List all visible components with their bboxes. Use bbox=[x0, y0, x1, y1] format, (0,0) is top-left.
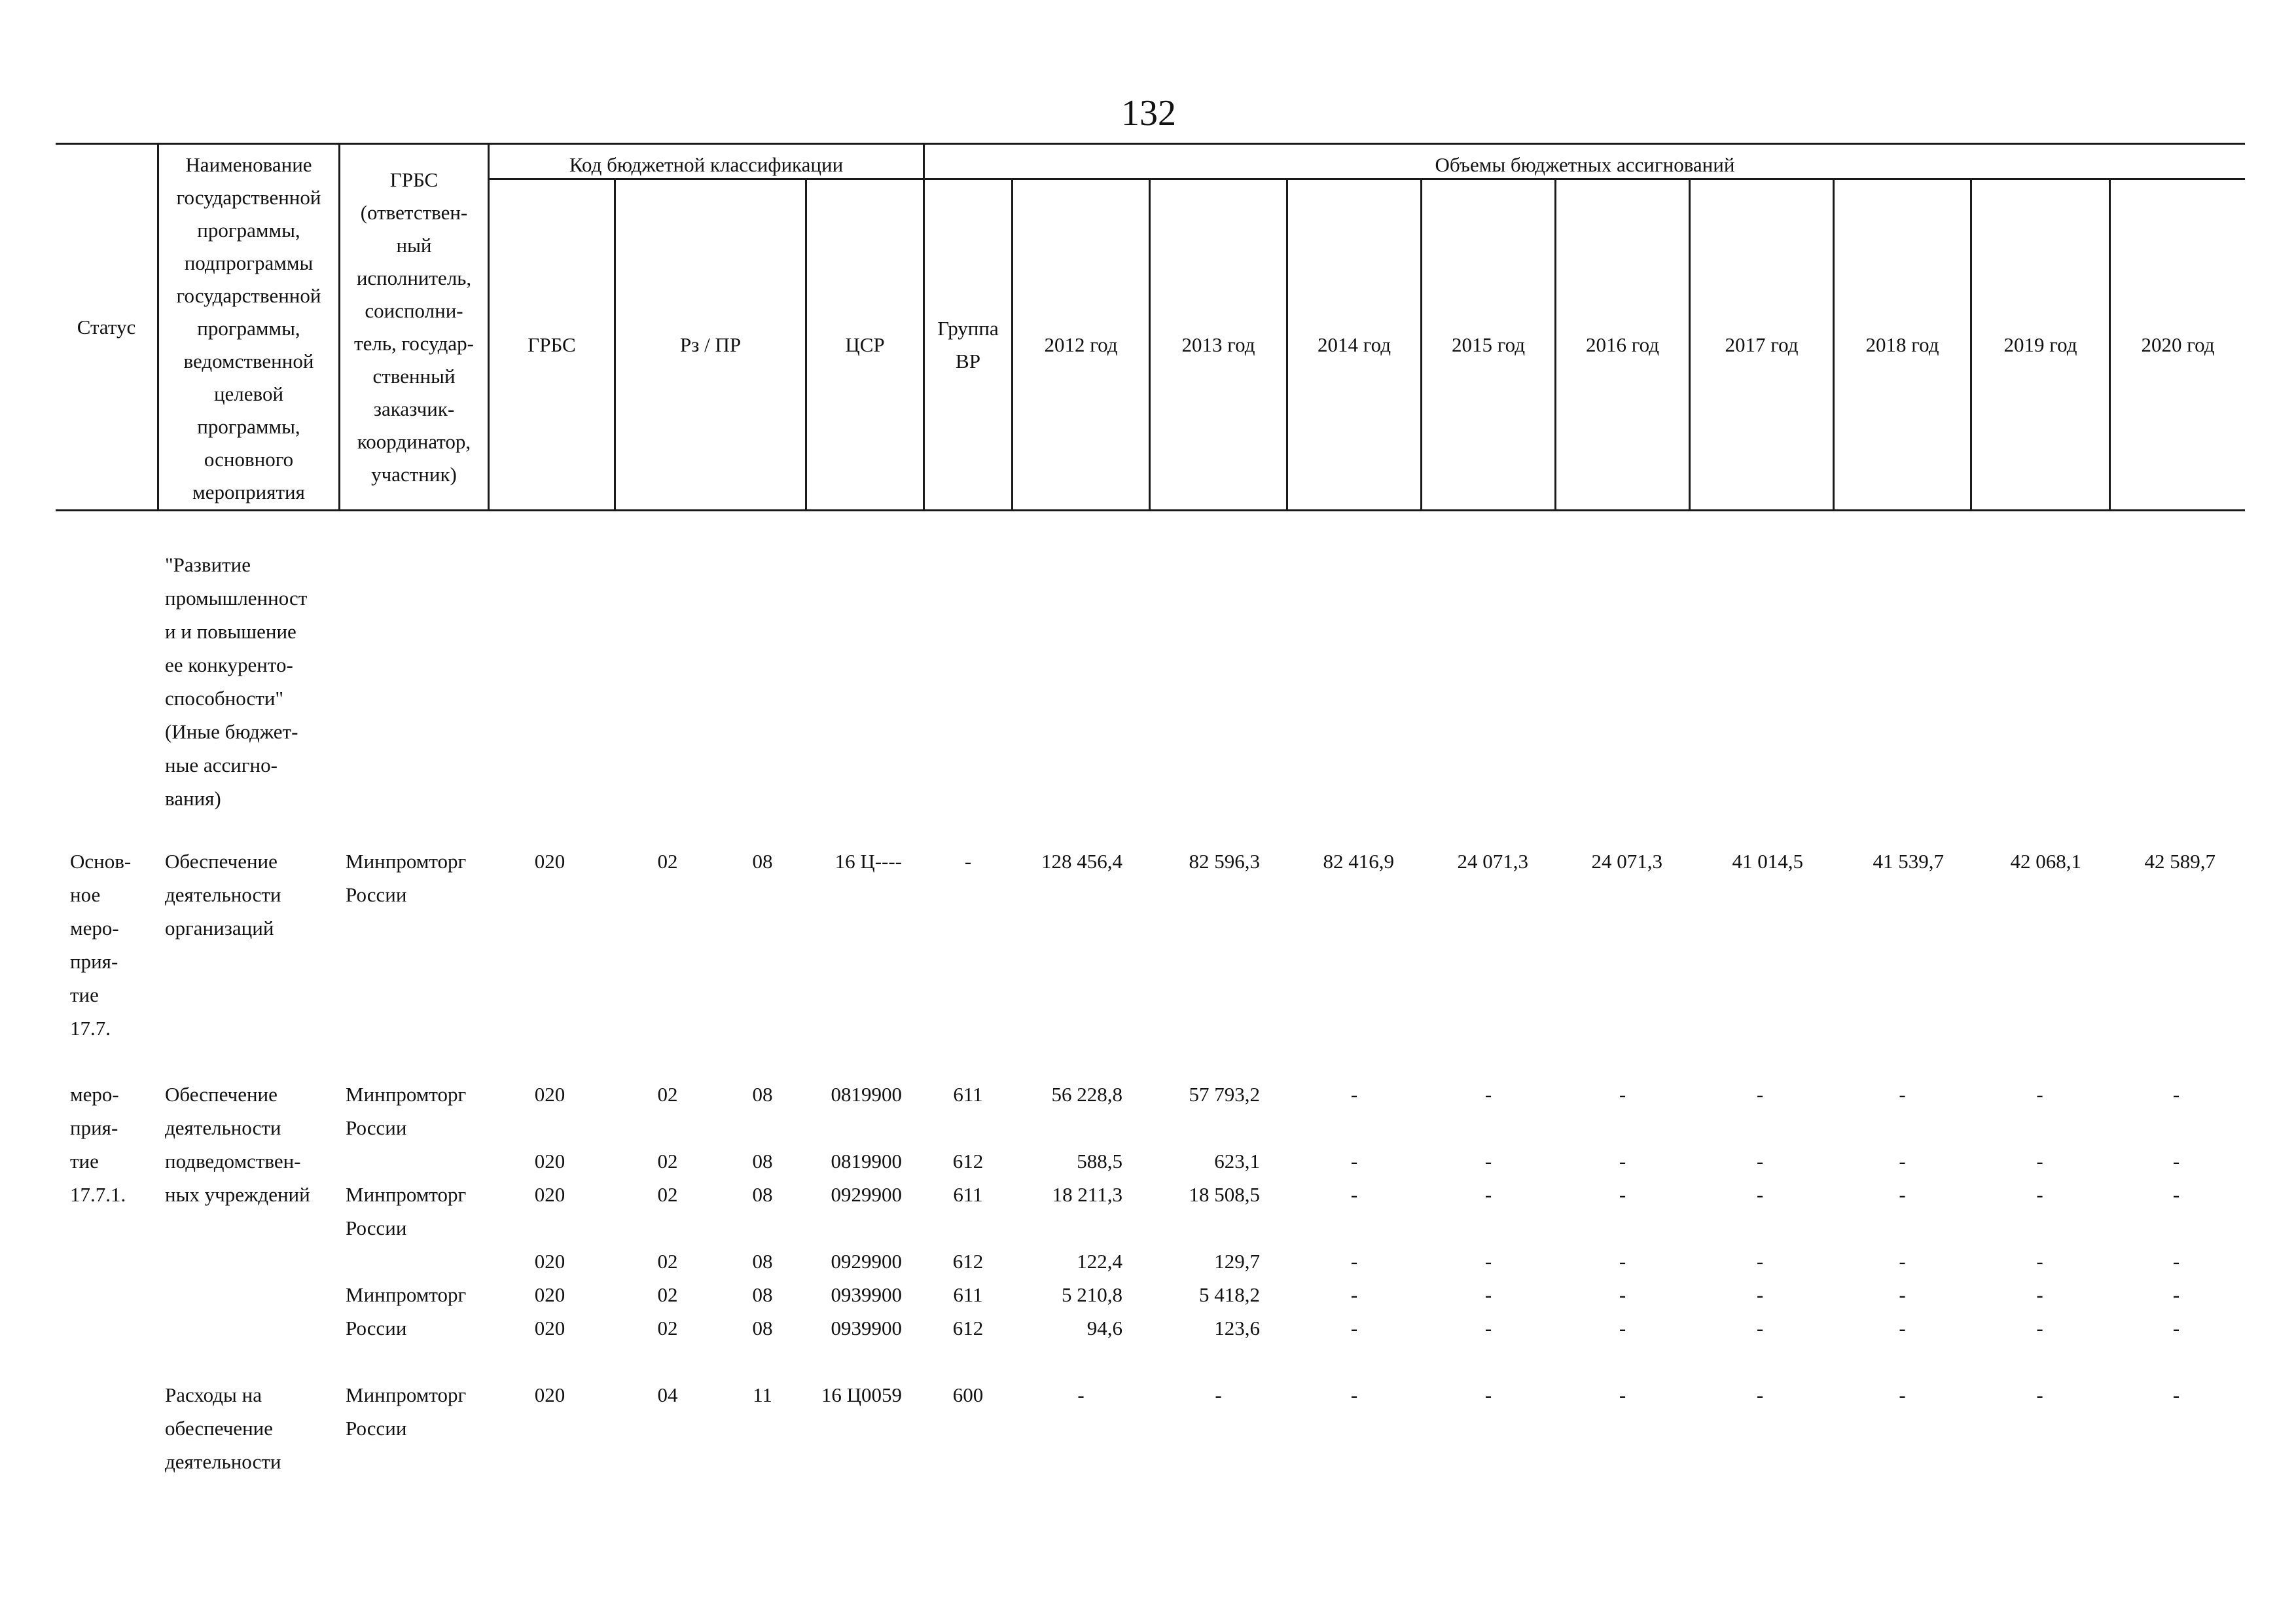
cell-2015: - bbox=[1484, 1150, 1492, 1173]
header-vr: Группа ВР bbox=[937, 316, 999, 373]
cell-grbs: 020 bbox=[534, 1150, 565, 1173]
cell-2019: - bbox=[2036, 1083, 2043, 1106]
cell-grbs: 020 bbox=[534, 1083, 565, 1106]
cell-2019: - bbox=[2036, 1317, 2043, 1340]
cell-2018: - bbox=[1899, 1183, 1906, 1206]
cell-2014: - bbox=[1350, 1183, 1358, 1206]
section-org: Минпромторг России bbox=[346, 1083, 467, 1139]
header-year-2016: 2016 год bbox=[1585, 333, 1660, 356]
cell-2018: - bbox=[1899, 1250, 1906, 1273]
header-year-2020: 2020 год bbox=[2141, 333, 2215, 356]
cell-2013: 82 596,3 bbox=[1189, 850, 1260, 873]
cell-csr: 0819900 bbox=[831, 1150, 902, 1173]
cell-vr: 611 bbox=[953, 1083, 983, 1106]
cell-2017: - bbox=[1756, 1183, 1764, 1206]
header-kbk-group: Код бюджетной классификации bbox=[569, 153, 844, 176]
cell-rz: 02 bbox=[657, 1250, 678, 1273]
cell-2019: - bbox=[2036, 1150, 2043, 1173]
cell-2015: - bbox=[1484, 1083, 1492, 1106]
section-org: Минпромторг России bbox=[346, 1183, 467, 1239]
page-number: 132 bbox=[1121, 93, 1176, 134]
cell-2018: - bbox=[1899, 1383, 1906, 1406]
header-year-2019: 2019 год bbox=[2003, 333, 2077, 356]
cell-vr: 600 bbox=[952, 1383, 984, 1406]
cell-grbs: 020 bbox=[534, 850, 565, 873]
cell-2012: 94,6 bbox=[1086, 1317, 1122, 1340]
section-org: Минпромторг России bbox=[346, 1383, 467, 1440]
header-rz-pr: Рз / ПР bbox=[679, 333, 742, 356]
header-grbs-role: ГРБС (ответствен-ный исполнитель, соисполни-тель, государ-ственный заказчик-координатор, участник) bbox=[354, 168, 474, 486]
cell-pr: 08 bbox=[752, 1317, 773, 1340]
cell-2014: - bbox=[1350, 1383, 1358, 1406]
header-volume-group: Объемы бюджетных ассигнований bbox=[1435, 153, 1735, 176]
section-org: Минпромторг России bbox=[346, 850, 467, 906]
cell-csr: 0819900 bbox=[831, 1083, 902, 1106]
cell-2016: - bbox=[1619, 1083, 1626, 1106]
section-status: меро- прия- тие 17.7.1. bbox=[70, 1083, 126, 1206]
cell-pr: 08 bbox=[752, 1083, 773, 1106]
cell-2017: - bbox=[1756, 1250, 1764, 1273]
cell-vr: 612 bbox=[952, 1150, 984, 1173]
cell-csr: 16 Ц---- bbox=[834, 850, 902, 873]
cell-rz: 04 bbox=[657, 1383, 678, 1406]
cell-2018: 41 539,7 bbox=[1873, 850, 1944, 873]
cell-grbs: 020 bbox=[534, 1283, 565, 1306]
header-year-2012: 2012 год bbox=[1044, 333, 1118, 356]
cell-2012: 122,4 bbox=[1077, 1250, 1122, 1273]
header-year-2018: 2018 год bbox=[1865, 333, 1939, 356]
cell-grbs: 020 bbox=[534, 1317, 565, 1340]
cell-rz: 02 bbox=[657, 1317, 678, 1340]
cell-2017: - bbox=[1756, 1083, 1764, 1106]
cell-2020: - bbox=[2172, 1317, 2180, 1340]
section-name: Расходы на обеспечение деятельности bbox=[165, 1383, 281, 1473]
cell-pr: 08 bbox=[752, 850, 773, 873]
cell-grbs: 020 bbox=[534, 1250, 565, 1273]
cell-2016: - bbox=[1619, 1383, 1626, 1406]
cell-pr: 08 bbox=[752, 1283, 773, 1306]
cell-pr: 08 bbox=[752, 1150, 773, 1173]
header-year-2013: 2013 год bbox=[1181, 333, 1255, 356]
cell-2014: - bbox=[1350, 1150, 1358, 1173]
cell-pr: 11 bbox=[753, 1383, 772, 1406]
cell-2012: 588,5 bbox=[1077, 1150, 1122, 1173]
cell-vr: 612 bbox=[952, 1250, 984, 1273]
cell-grbs: 020 bbox=[534, 1183, 565, 1206]
cell-2013: 623,1 bbox=[1214, 1150, 1260, 1173]
cell-2017: - bbox=[1756, 1317, 1764, 1340]
cell-rz: 02 bbox=[657, 1283, 678, 1306]
cell-2012: 5 210,8 bbox=[1062, 1283, 1122, 1306]
cell-rz: 02 bbox=[657, 1150, 678, 1173]
cell-2012: 128 456,4 bbox=[1041, 850, 1122, 873]
cell-2014: - bbox=[1350, 1283, 1358, 1306]
cell-vr: 611 bbox=[953, 1283, 983, 1306]
cell-2015: - bbox=[1484, 1183, 1492, 1206]
cell-pr: 08 bbox=[752, 1183, 773, 1206]
cell-2013: 123,6 bbox=[1214, 1317, 1260, 1340]
cell-2015: - bbox=[1484, 1283, 1492, 1306]
cell-2016: - bbox=[1619, 1250, 1626, 1273]
cell-2019: - bbox=[2036, 1283, 2043, 1306]
cell-2016: - bbox=[1619, 1317, 1626, 1340]
cell-2017: - bbox=[1756, 1383, 1764, 1406]
cell-rz: 02 bbox=[657, 850, 678, 873]
cell-2020: - bbox=[2172, 1083, 2180, 1106]
cell-2018: - bbox=[1899, 1150, 1906, 1173]
cell-2018: - bbox=[1899, 1317, 1906, 1340]
cell-2020: 42 589,7 bbox=[2144, 850, 2215, 873]
cell-vr: 612 bbox=[952, 1317, 984, 1340]
cell-csr: 0929900 bbox=[831, 1250, 902, 1273]
section-org: Минпромторг России bbox=[346, 1283, 467, 1340]
cell-2014: - bbox=[1350, 1317, 1358, 1340]
section-name: Обеспечение деятельности организаций bbox=[165, 850, 281, 939]
cell-2019: 42 068,1 bbox=[2010, 850, 2081, 873]
cell-2013: 18 508,5 bbox=[1189, 1183, 1260, 1206]
cell-2016: - bbox=[1619, 1283, 1626, 1306]
cell-2018: - bbox=[1899, 1283, 1906, 1306]
header-year-2015: 2015 год bbox=[1451, 333, 1526, 356]
cell-grbs: 020 bbox=[534, 1383, 565, 1406]
header-name: Наименование государственной программы, подпрограммы государственной программы, ведомственной целевой программы, основного мероприятия bbox=[176, 153, 321, 503]
cell-rz: 02 bbox=[657, 1183, 678, 1206]
cell-2016: - bbox=[1619, 1150, 1626, 1173]
cell-rz: 02 bbox=[657, 1083, 678, 1106]
cell-2012: - bbox=[1077, 1383, 1085, 1406]
cell-2020: - bbox=[2172, 1183, 2180, 1206]
cell-2013: - bbox=[1215, 1383, 1222, 1406]
header-grbs: ГРБС bbox=[528, 333, 576, 356]
cell-csr: 16 Ц0059 bbox=[821, 1383, 902, 1406]
cell-2015: - bbox=[1484, 1317, 1492, 1340]
cell-2012: 18 211,3 bbox=[1052, 1183, 1122, 1206]
cell-2012: 56 228,8 bbox=[1051, 1083, 1122, 1106]
cell-2019: - bbox=[2036, 1383, 2043, 1406]
cell-vr: - bbox=[964, 850, 972, 873]
cell-2015: - bbox=[1484, 1383, 1492, 1406]
header-year-2017: 2017 год bbox=[1725, 333, 1799, 356]
cell-csr: 0929900 bbox=[831, 1183, 902, 1206]
cell-2020: - bbox=[2172, 1283, 2180, 1306]
cell-2014: - bbox=[1350, 1083, 1358, 1106]
cell-2020: - bbox=[2172, 1383, 2180, 1406]
header-year-2014: 2014 год bbox=[1317, 333, 1391, 356]
program-name: "Развитие промышленност и и повышение ее конкуренто- способности" (Иные бюджет- ные ассигно- вания) bbox=[165, 553, 308, 810]
cell-2018: - bbox=[1899, 1083, 1906, 1106]
section-status: Основ- ное меро- прия- тие 17.7. bbox=[70, 850, 132, 1040]
cell-2016: - bbox=[1619, 1183, 1626, 1206]
cell-2014: - bbox=[1350, 1250, 1358, 1273]
cell-vr: 611 bbox=[953, 1183, 983, 1206]
cell-pr: 08 bbox=[752, 1250, 773, 1273]
cell-2017: - bbox=[1756, 1283, 1764, 1306]
cell-csr: 0939900 bbox=[831, 1317, 902, 1340]
section-name: Обеспечение деятельности подведомствен- ных учреждений bbox=[165, 1083, 310, 1206]
cell-2017: 41 014,5 bbox=[1732, 850, 1803, 873]
cell-2019: - bbox=[2036, 1183, 2043, 1206]
cell-2020: - bbox=[2172, 1150, 2180, 1173]
cell-csr: 0939900 bbox=[831, 1283, 902, 1306]
cell-2017: - bbox=[1756, 1150, 1764, 1173]
cell-2020: - bbox=[2172, 1250, 2180, 1273]
cell-2019: - bbox=[2036, 1250, 2043, 1273]
cell-2015: 24 071,3 bbox=[1457, 850, 1528, 873]
cell-2016: 24 071,3 bbox=[1591, 850, 1662, 873]
cell-2013: 57 793,2 bbox=[1189, 1083, 1260, 1106]
header-csr: ЦСР bbox=[845, 333, 885, 356]
cell-2013: 129,7 bbox=[1214, 1250, 1260, 1273]
cell-2013: 5 418,2 bbox=[1199, 1283, 1260, 1306]
cell-2014: 82 416,9 bbox=[1323, 850, 1394, 873]
header-status: Статус bbox=[77, 315, 136, 338]
cell-2015: - bbox=[1484, 1250, 1492, 1273]
